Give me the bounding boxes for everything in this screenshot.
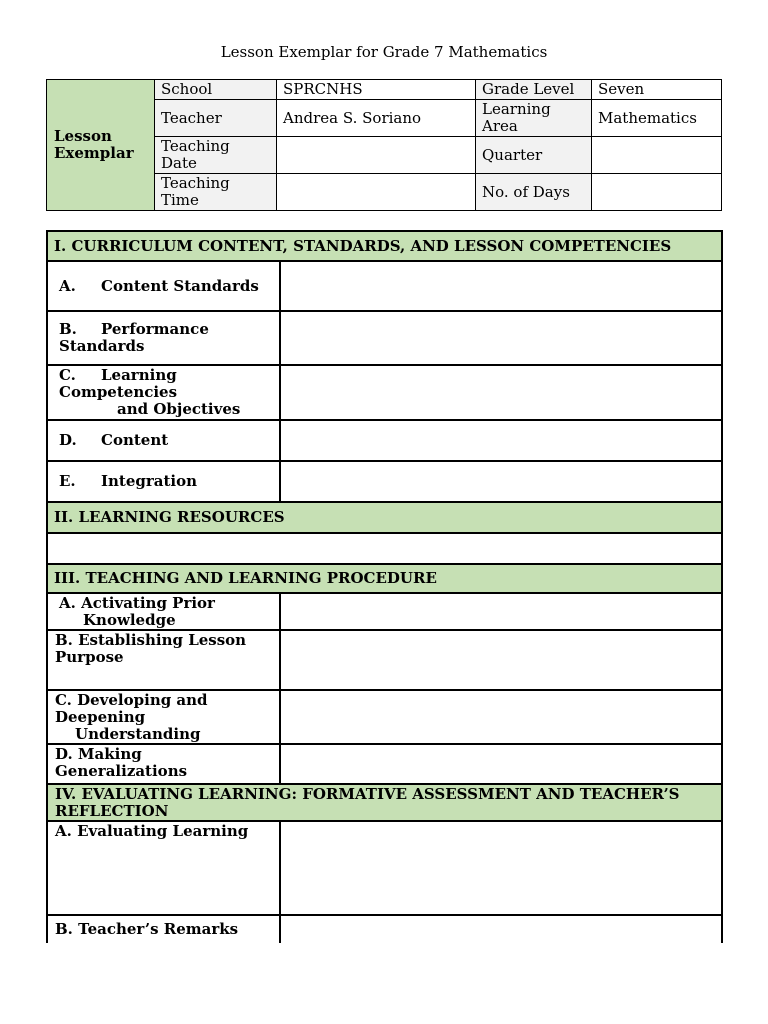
- learning-competencies-value[interactable]: [280, 365, 722, 420]
- teachers-remarks-value[interactable]: [280, 915, 722, 943]
- section-curriculum-heading: I. CURRICULUM CONTENT, STANDARDS, AND LESSON COMPETENCIES: [47, 231, 722, 261]
- teacher-value[interactable]: Andrea S. Soriano: [277, 100, 476, 137]
- teaching-date-value[interactable]: [277, 137, 476, 174]
- quarter-label: Quarter: [476, 137, 592, 174]
- section-learning-resources-heading: II. LEARNING RESOURCES: [47, 502, 722, 533]
- making-generalizations-label: D. Making Generalizations: [47, 744, 280, 784]
- evaluating-learning-label: A. Evaluating Learning: [47, 821, 280, 915]
- evaluating-learning-value[interactable]: [280, 821, 722, 915]
- teachers-remarks-label: B. Teacher’s Remarks: [47, 915, 280, 943]
- school-value[interactable]: SPRCNHS: [277, 80, 476, 100]
- establishing-lesson-purpose-value[interactable]: [280, 630, 722, 690]
- teaching-date-label: Teaching Date: [155, 137, 277, 174]
- quarter-value[interactable]: [592, 137, 722, 174]
- no-of-days-label: No. of Days: [476, 174, 592, 211]
- developing-understanding-value[interactable]: [280, 690, 722, 744]
- header-table: [46, 79, 722, 211]
- grade-level-label: Grade Level: [476, 80, 592, 100]
- section-procedure-heading: III. TEACHING AND LEARNING PROCEDURE: [47, 564, 722, 593]
- content-standards-label: A. Content Standards: [47, 261, 280, 311]
- performance-standards-value[interactable]: [280, 311, 722, 365]
- teacher-label: Teacher: [155, 100, 277, 137]
- content-standards-value[interactable]: [280, 261, 722, 311]
- teaching-time-value[interactable]: [277, 174, 476, 211]
- integration-label: E. Integration: [47, 461, 280, 502]
- no-of-days-value[interactable]: [592, 174, 722, 211]
- activating-prior-knowledge-label: A. Activating Prior Knowledge: [47, 593, 280, 630]
- content-value[interactable]: [280, 420, 722, 461]
- performance-standards-label: B. Performance Standards: [47, 311, 280, 365]
- integration-value[interactable]: [280, 461, 722, 502]
- learning-area-value[interactable]: Mathematics: [592, 100, 722, 137]
- making-generalizations-value[interactable]: [280, 744, 722, 784]
- grade-level-value[interactable]: Seven: [592, 80, 722, 100]
- developing-understanding-label: C. Developing and Deepening Understanding: [47, 690, 280, 744]
- lesson-exemplar-label: Lesson Exemplar: [47, 80, 155, 211]
- learning-resources-value[interactable]: [47, 533, 722, 564]
- learning-area-label: Learning Area: [476, 100, 592, 137]
- school-label: School: [155, 80, 277, 100]
- activating-prior-knowledge-value[interactable]: [280, 593, 722, 630]
- page-title: Lesson Exemplar for Grade 7 Mathematics: [220, 43, 548, 61]
- learning-competencies-label: C. Learning Competencies and Objectives: [47, 365, 280, 420]
- content-label: D. Content: [47, 420, 280, 461]
- teaching-time-label: Teaching Time: [155, 174, 277, 211]
- section-evaluating-heading: IV. EVALUATING LEARNING: FORMATIVE ASSESSMENT AND TEACHER’S REFLECTION: [47, 784, 722, 821]
- establishing-lesson-purpose-label: B. Establishing Lesson Purpose: [47, 630, 280, 690]
- lesson-plan-table: [46, 230, 723, 943]
